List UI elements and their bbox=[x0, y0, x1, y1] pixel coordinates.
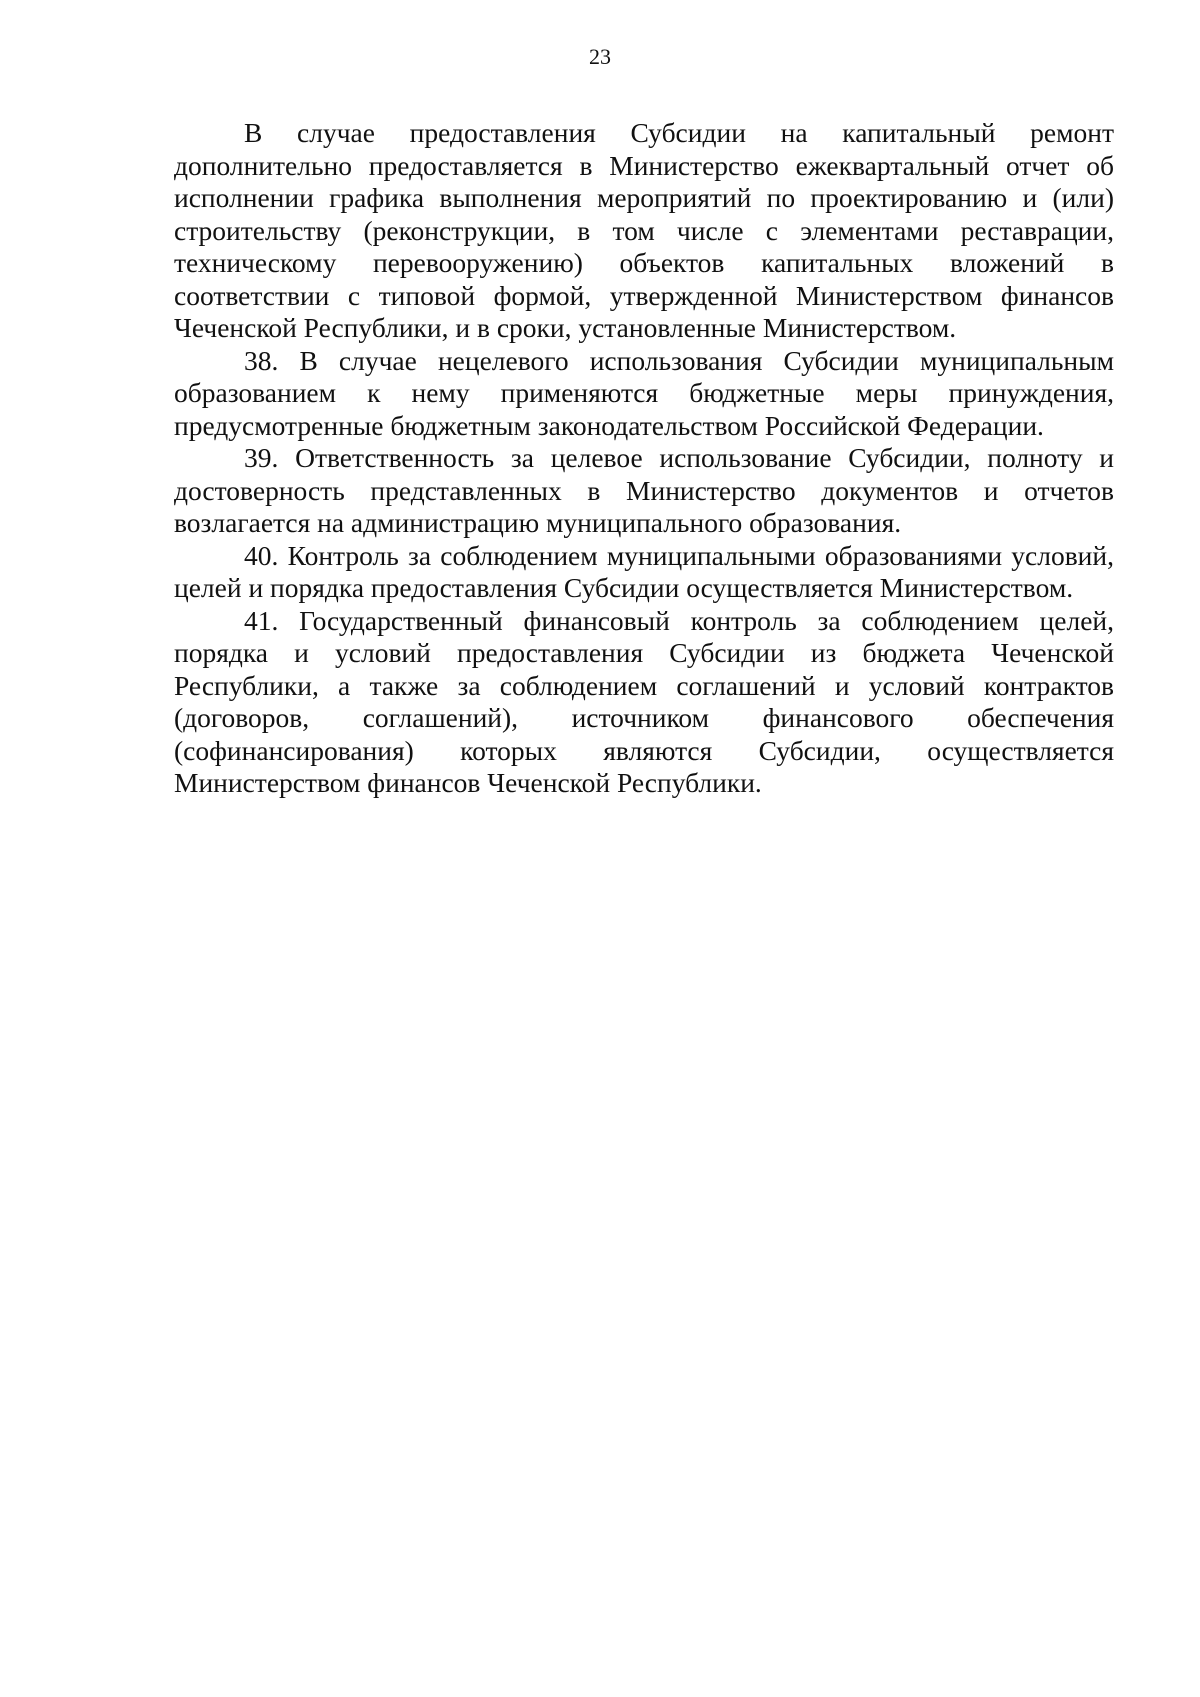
paragraph-40-control: 40. Контроль за соблюдением муниципальными образованиями условий, целей и порядка предоставления Субсидии осуществляется Министерством. bbox=[174, 539, 1114, 603]
paragraph-39-responsibility: 39. Ответственность за целевое использование Субсидии, полноту и достоверность представленных в Министерство документов и отчетов возлагается на администрацию муниципального образования. bbox=[174, 442, 1114, 538]
paragraph-41-financial-control: 41. Государственный финансовый контроль за соблюдением целей, порядка и условий предоставления Субсидии из бюджета Чеченской Республики, а также за соблюдением соглашений и условий контрактов (договоров, соглашений), источником финансового обеспечения (софинансирования) которых являются Субсидии, осуществляется Министерством финансов Чеченской Республики. bbox=[174, 604, 1114, 798]
paragraph-capital-repair-report: В случае предоставления Субсидии на капитальный ремонт дополнительно предоставляется в Министерство ежеквартальный отчет об исполнении графика выполнения мероприятий по проектированию и (или) строительству (реконструкции, в том числе с элементами реставрации, техническому перевооружению) объектов капитальных вложений в соответствии с типовой формой, утвержденной Министерством финансов Чеченской Республики, и в сроки, установленные Министерством. bbox=[174, 117, 1114, 343]
page-number: 23 bbox=[589, 44, 611, 69]
paragraph-38-misuse: 38. В случае нецелевого использования Субсидии муниципальным образованием к нему применяются бюджетные меры принуждения, предусмотренные бюджетным законодательством Российской Федерации. bbox=[174, 344, 1114, 441]
document-body bbox=[174, 117, 1114, 800]
